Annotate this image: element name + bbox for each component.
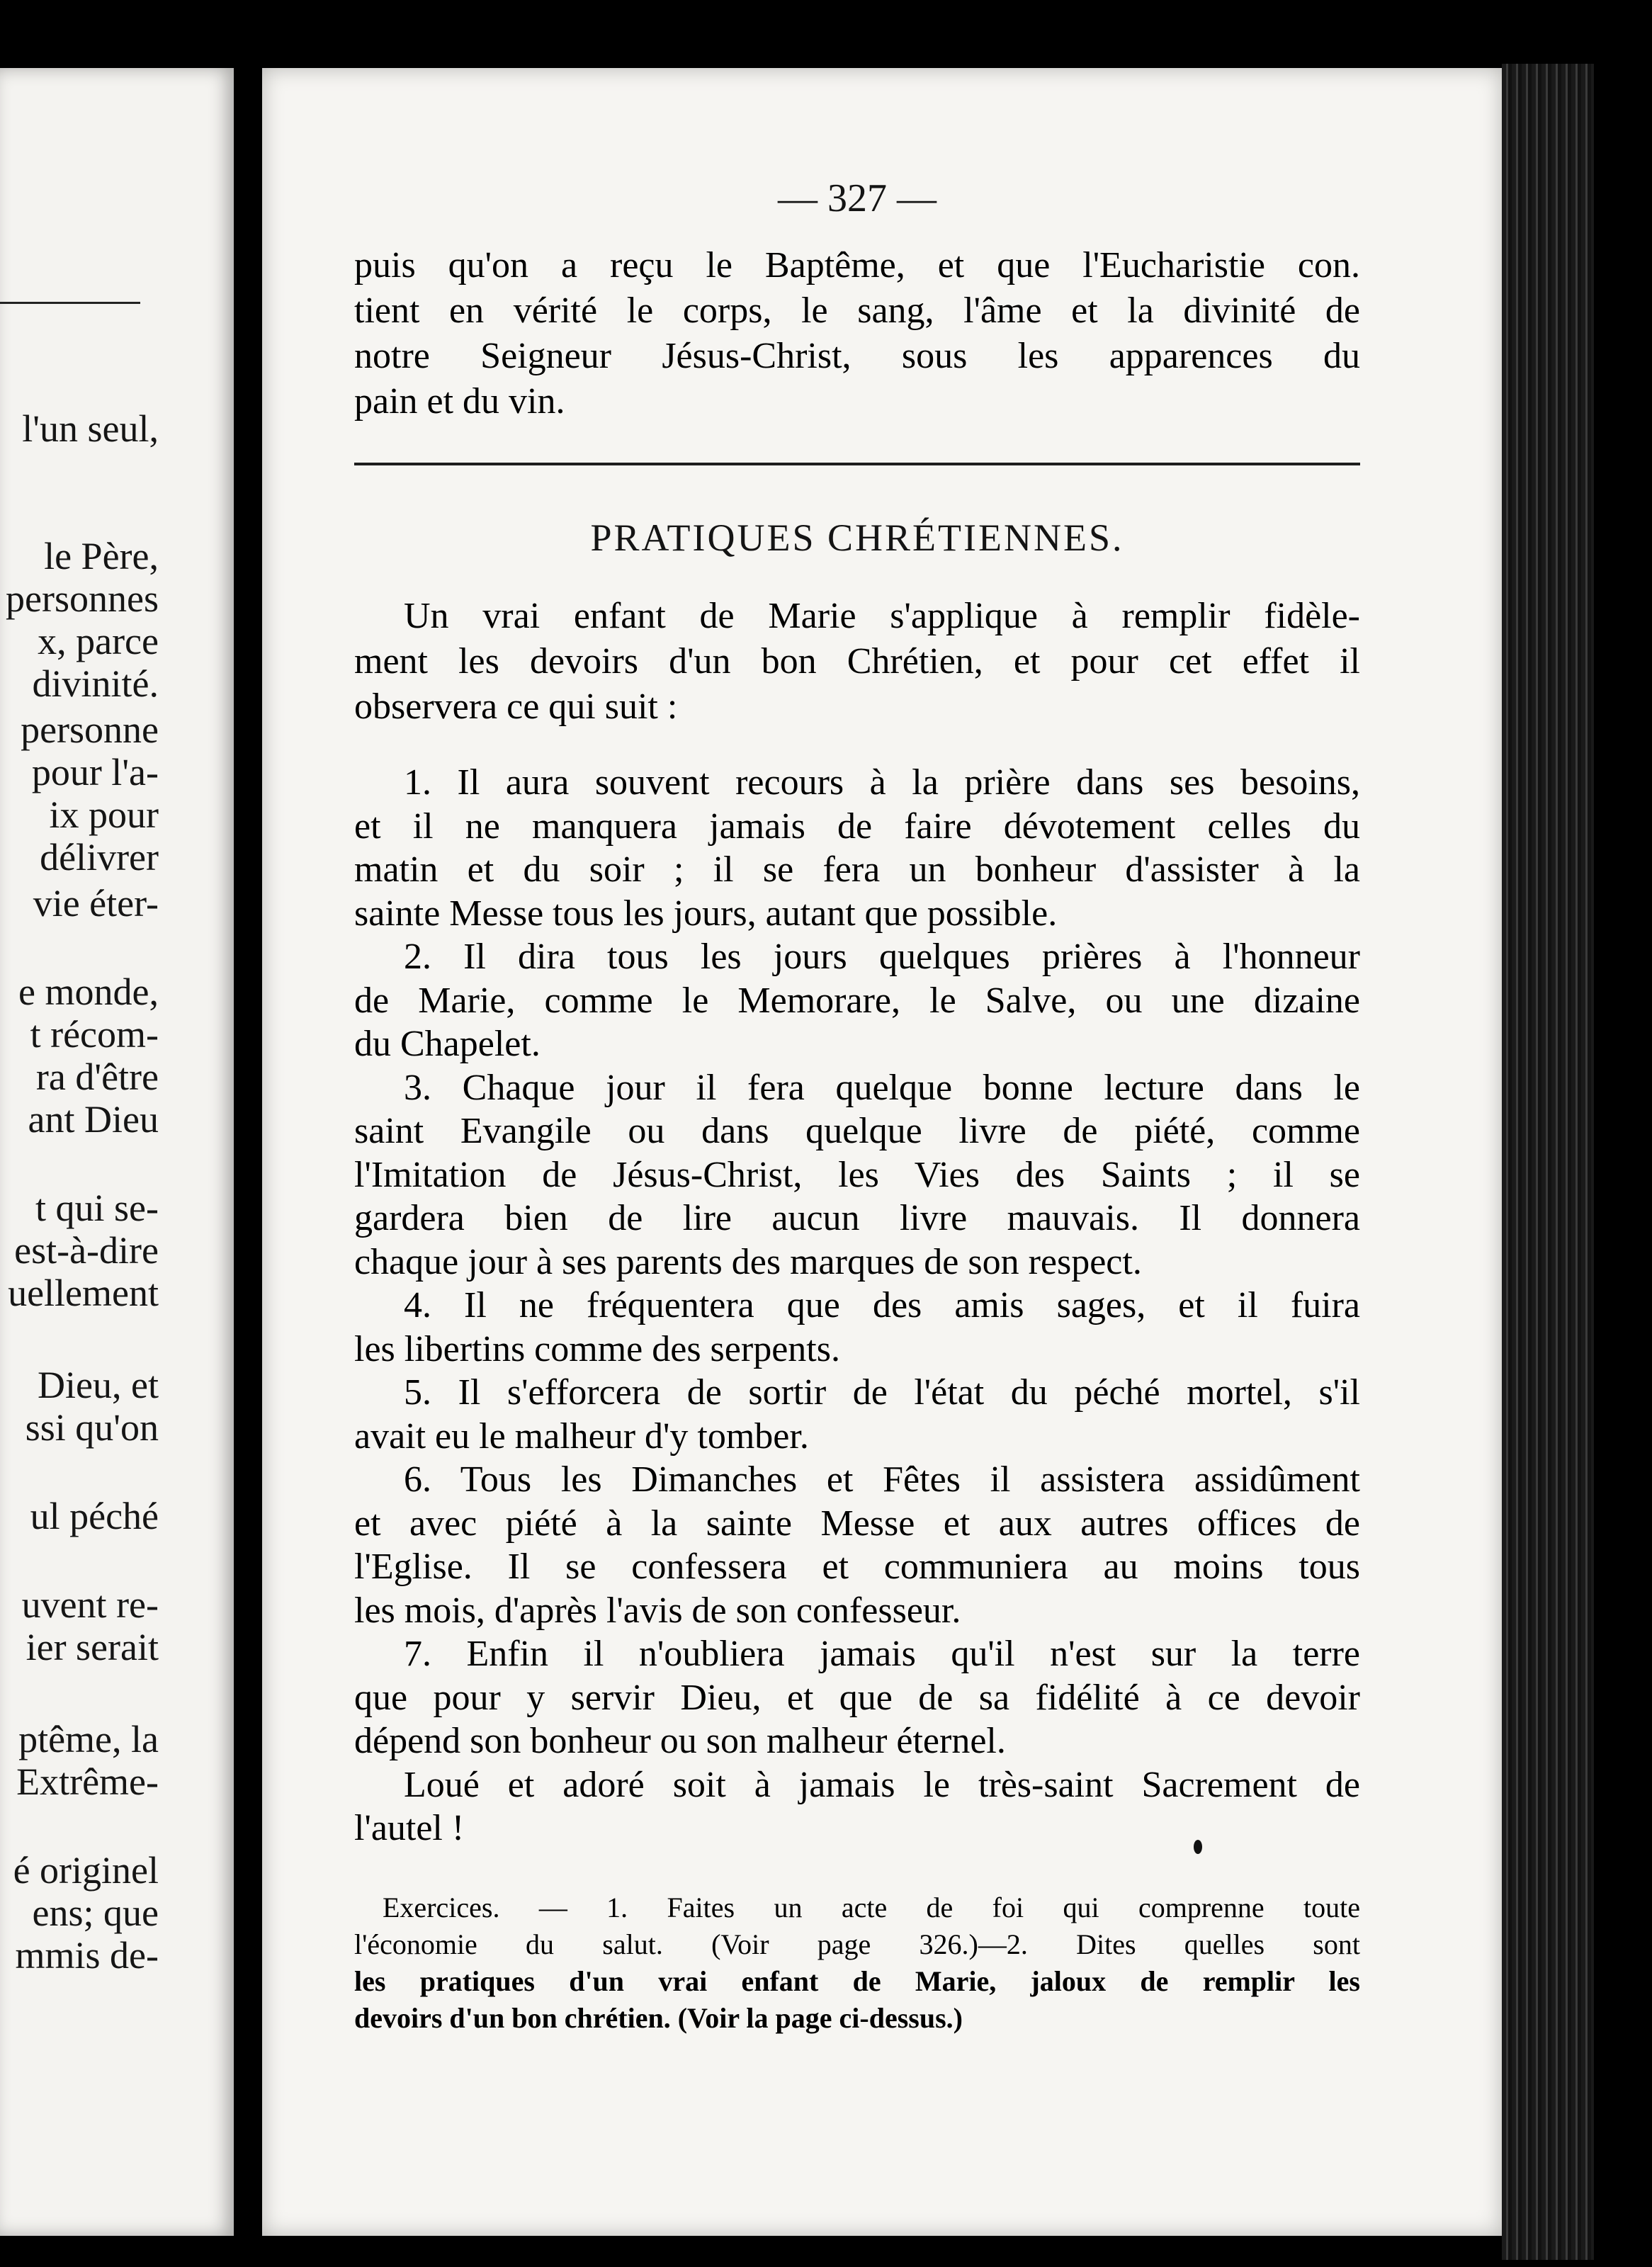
left-page-line: divinité. bbox=[32, 662, 159, 705]
left-page bbox=[0, 68, 234, 2236]
practice-item-line: avait eu le malheur d'y tomber. bbox=[354, 1415, 809, 1457]
intro-line: pain et du vin. bbox=[354, 381, 565, 422]
practice-item-line: l'Eglise. Il se confessera et communiera au moins tous bbox=[354, 1547, 1360, 1587]
left-page-line: mmis de- bbox=[15, 1934, 159, 1977]
exercise-line: Exercices. — 1. Faites un acte de foi qui comprenne toute bbox=[383, 1892, 1360, 1923]
book-spine bbox=[1502, 64, 1594, 2260]
closing-line: Loué et adoré soit à jamais le très-saint Sacrement de bbox=[404, 1764, 1360, 1805]
practice-item-line: les libertins comme des serpents. bbox=[354, 1328, 840, 1369]
left-page-line: pour l'a- bbox=[31, 751, 159, 793]
left-page-line: x, parce bbox=[38, 620, 159, 662]
practice-item-line: 3. Chaque jour il fera quelque bonne lecture dans le bbox=[404, 1067, 1360, 1108]
left-page-line: Dieu, et bbox=[38, 1364, 159, 1406]
left-page-line: vie éter- bbox=[33, 882, 159, 925]
left-page-line: le Père, bbox=[44, 535, 159, 577]
practice-item-line: matin et du soir ; il se fera un bonheur d'assister à la bbox=[354, 849, 1360, 890]
left-page-line: t récom- bbox=[30, 1013, 159, 1056]
practice-item-line: de Marie, comme le Memorare, le Salve, ou une dizaine bbox=[354, 980, 1360, 1021]
practice-item-line: 1. Il aura souvent recours à la prière dans ses besoins, bbox=[404, 762, 1360, 803]
lead-line: ment les devoirs d'un bon Chrétien, et pour cet effet il bbox=[354, 641, 1360, 682]
exercise-line: l'économie du salut. (Voir page 326.)—2. Dites quelles sont bbox=[354, 1928, 1360, 1960]
practice-item-line: du Chapelet. bbox=[354, 1024, 541, 1064]
left-page-line: ix pour bbox=[49, 793, 159, 836]
left-page-line: ra d'être bbox=[35, 1056, 159, 1098]
lead-line: Un vrai enfant de Marie s'applique à remplir fidèle- bbox=[404, 596, 1360, 636]
left-page-line: ens; que bbox=[32, 1892, 159, 1934]
intro-line: notre Seigneur Jésus-Christ, sous les apparences du bbox=[354, 336, 1360, 376]
left-page-line: é originel bbox=[13, 1849, 159, 1892]
left-page-line: personne bbox=[21, 708, 159, 751]
intro-line: tient en vérité le corps, le sang, l'âme et la divinité de bbox=[354, 290, 1360, 331]
left-page-line: ptême, la bbox=[18, 1718, 159, 1760]
left-page-line: ier serait bbox=[26, 1626, 159, 1668]
practice-item-line: les mois, d'après l'avis de son confesseur. bbox=[354, 1590, 961, 1631]
left-page-line: l'un seul, bbox=[22, 407, 159, 450]
practice-item-line: saint Evangile ou dans quelque livre de piété, comme bbox=[354, 1111, 1360, 1151]
practice-item-line: l'Imitation de Jésus-Christ, les Vies des Saints ; il se bbox=[354, 1154, 1360, 1195]
practice-item-line: et il ne manquera jamais de faire dévotement celles du bbox=[354, 805, 1360, 847]
left-page-rule bbox=[0, 302, 140, 304]
exercise-line: devoirs d'un bon chrétien. (Voir la page ci-dessus.) bbox=[354, 2002, 963, 2034]
intro-line: puis qu'on a reçu le Baptême, et que l'Eucharistie con. bbox=[354, 245, 1360, 286]
closing-line: l'autel ! bbox=[354, 1808, 465, 1848]
left-page-line: ul péché bbox=[30, 1495, 159, 1537]
practice-item-line: chaque jour à ses parents des marques de son respect. bbox=[354, 1241, 1142, 1282]
section-title: PRATIQUES CHRÉTIENNES. bbox=[590, 516, 1124, 559]
page-number: — 327 — bbox=[778, 176, 937, 220]
lead-line: observera ce qui suit : bbox=[354, 686, 678, 727]
practice-item-line: dépend son bonheur ou son malheur éternel. bbox=[354, 1721, 1006, 1761]
left-page-line: ant Dieu bbox=[28, 1098, 159, 1141]
section-rule bbox=[354, 463, 1360, 465]
practice-item-line: gardera bien de lire aucun livre mauvais. Il donnera bbox=[354, 1198, 1360, 1238]
practice-item-line: 6. Tous les Dimanches et Fêtes il assistera assidûment bbox=[404, 1459, 1360, 1500]
practice-item-line: 2. Il dira tous les jours quelques prières à l'honneur bbox=[404, 937, 1360, 977]
practice-item-line: 4. Il ne fréquentera que des amis sages, et il fuira bbox=[404, 1285, 1360, 1325]
practice-item-line: sainte Messe tous les jours, autant que possible. bbox=[354, 893, 1058, 934]
left-page-line: personnes bbox=[6, 577, 159, 620]
practice-item-line: et avec piété à la sainte Messe et aux autres offices de bbox=[354, 1503, 1360, 1544]
left-page-line: e monde, bbox=[18, 971, 159, 1013]
practice-item-line: 7. Enfin il n'oubliera jamais qu'il n'est sur la terre bbox=[404, 1634, 1360, 1674]
left-page-line: ssi qu'on bbox=[25, 1406, 159, 1449]
left-page-line: délivrer bbox=[40, 836, 159, 878]
left-page-line: est-à-dire bbox=[14, 1229, 159, 1272]
practice-item-line: 5. Il s'efforcera de sortir de l'état du péché mortel, s'il bbox=[404, 1372, 1360, 1413]
left-page-line: uellement bbox=[8, 1272, 159, 1314]
left-page-line: uvent re- bbox=[21, 1583, 159, 1626]
left-page-line: Extrême- bbox=[16, 1760, 159, 1803]
practice-item-line: que pour y servir Dieu, et que de sa fidélité à ce devoir bbox=[354, 1677, 1360, 1718]
exercise-line: les pratiques d'un vrai enfant de Marie, jaloux de remplir les bbox=[354, 1965, 1360, 1997]
left-page-line: t qui se- bbox=[35, 1187, 159, 1229]
ink-dot bbox=[1194, 1840, 1202, 1854]
